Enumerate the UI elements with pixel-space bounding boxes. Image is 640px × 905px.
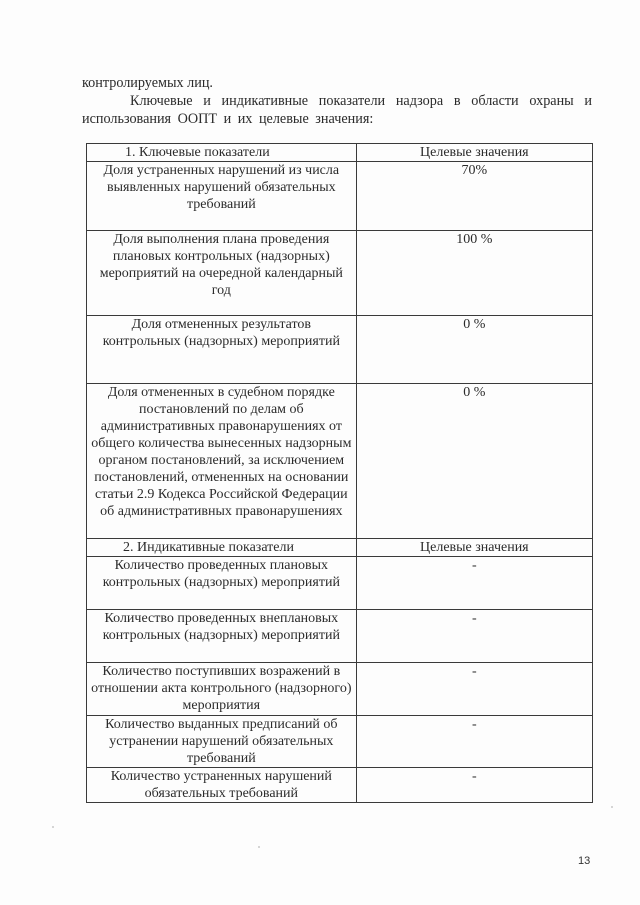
table-row <box>87 610 593 663</box>
table-row <box>87 231 593 316</box>
target-value-cell: - <box>356 768 592 803</box>
indicator-cell: Доля устраненных нарушений из числа выявленных нарушений обязательных требований <box>87 162 357 231</box>
indicator-cell: Доля отмененных результатов контрольных (надзорных) мероприятий <box>87 316 357 384</box>
intro-paragraph: Ключевые и индикативные показатели надзора в области охраны и использования ООПТ и их целевые значения: <box>82 93 592 127</box>
target-value-cell: - <box>356 557 592 610</box>
table-row <box>87 768 593 803</box>
table-row <box>87 663 593 716</box>
table-row <box>87 557 593 610</box>
indicator-cell: Доля выполнения плана проведения плановых контрольных (надзорных) мероприятий на очередной календарный год <box>87 231 357 316</box>
table-row <box>87 162 593 231</box>
intro-line: контролируемых лиц. <box>82 75 213 91</box>
intro-text <box>82 74 592 128</box>
indicator-cell: Доля отмененных в судебном порядке постановлений по делам об административных правонарушениях от общего количества вынесенных надзорным органом постановлений, за исключением постановлений, отмененных на основании статьи 2.9 Кодекса Российской Федерации об административных правонарушениях <box>87 384 357 539</box>
indicator-cell: Количество поступивших возражений в отношении акта контрольного (надзорного) мероприятия <box>87 663 357 716</box>
target-value-cell: 0 % <box>356 316 592 384</box>
section2-header-row <box>87 539 593 557</box>
scan-speck <box>258 846 260 848</box>
target-value-cell: 100 % <box>356 231 592 316</box>
section2-header: 2. Индикативные показатели <box>87 539 357 557</box>
table-row <box>87 316 593 384</box>
table-row <box>87 716 593 768</box>
target-value-cell: - <box>356 610 592 663</box>
indicator-cell: Количество проведенных внеплановых контрольных (надзорных) мероприятий <box>87 610 357 663</box>
indicator-cell: Количество устраненных нарушений обязательных требований <box>87 768 357 803</box>
indicators-table <box>86 143 593 803</box>
section1-header: 1. Ключевые показатели <box>87 144 357 162</box>
target-value-cell: 0 % <box>356 384 592 539</box>
scan-speck <box>611 806 613 808</box>
target-value-cell: - <box>356 716 592 768</box>
page-number: 13 <box>578 855 591 867</box>
indicator-cell: Количество выданных предписаний об устранении нарушений обязательных требований <box>87 716 357 768</box>
section1-header-row <box>87 144 593 162</box>
scan-speck <box>52 826 54 828</box>
target-value-cell: 70% <box>356 162 592 231</box>
section1-target-header: Целевые значения <box>356 144 592 162</box>
section2-target-header: Целевые значения <box>356 539 592 557</box>
indicator-cell: Количество проведенных плановых контрольных (надзорных) мероприятий <box>87 557 357 610</box>
target-value-cell: - <box>356 663 592 716</box>
table-row <box>87 384 593 539</box>
